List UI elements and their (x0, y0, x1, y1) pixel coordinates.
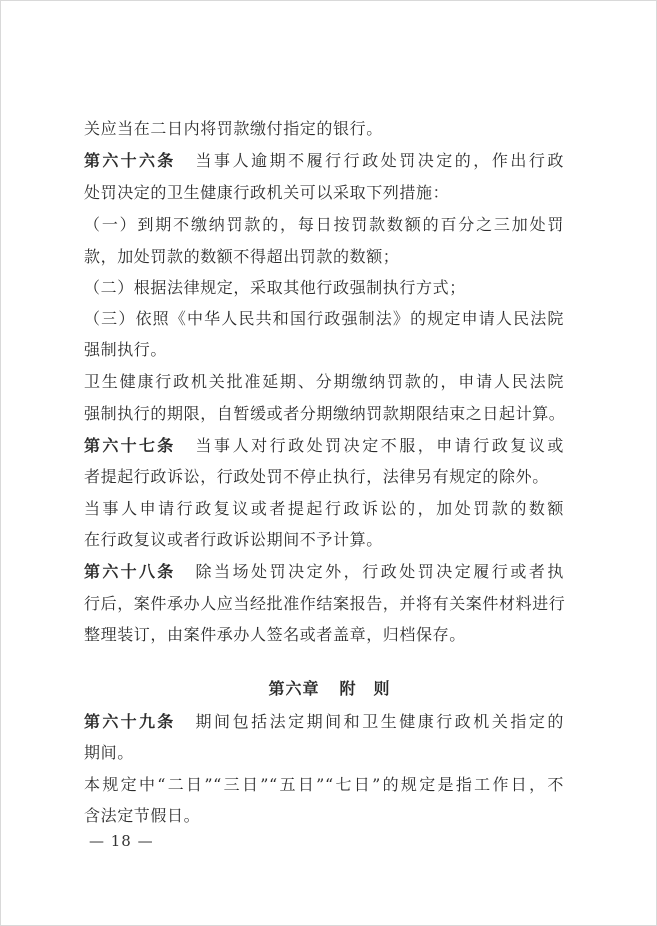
article-66-heading: 第六十六条 (84, 151, 176, 170)
paragraph-line: 卫生健康行政机关批准延期、分期缴纳罚款的，申请人民法院 (84, 372, 564, 391)
paragraph-line: 当事人申请行政复议或者提起行政诉讼的，加处罚款的数额 (84, 499, 564, 518)
paragraph-line: 本规定中“二日”“三日”“五日”“七日”的规定是指工作日，不 (84, 775, 564, 794)
chapter-number: 第六章 (268, 679, 320, 698)
paragraph-line: （三）依照《中华人民共和国行政强制法》的规定申请人民法院 (84, 309, 564, 328)
paragraph-line: （一）到期不缴纳罚款的，每日按罚款数额的百分之三加处罚 (84, 215, 564, 234)
article-67-text: 当事人对行政处罚决定不服，申请行政复议或 (193, 436, 564, 455)
paragraph-line: 强制执行。 (84, 340, 168, 359)
article-68-heading: 第六十八条 (84, 562, 176, 581)
article-66-line (1, 150, 564, 172)
paragraph-line: 期间。 (84, 743, 134, 762)
article-67-heading: 第六十七条 (84, 436, 176, 455)
paragraph-line: 款，加处罚款的数额不得超出罚款的数额； (84, 247, 400, 266)
article-68-line (1, 561, 564, 583)
article-67-line (1, 435, 564, 457)
paragraph-line: 关应当在二日内将罚款缴付指定的银行。 (84, 119, 383, 138)
paragraph-line: （二）根据法律规定，采取其他行政强制执行方式； (84, 278, 466, 297)
paragraph-line: 者提起行政诉讼，行政处罚不停止执行，法律另有规定的除外。 (84, 467, 549, 486)
page-number: — 18 — (89, 832, 154, 850)
paragraph-line: 行后，案件承办人应当经批准作结案报告，并将有关案件材料进行 (84, 594, 566, 613)
article-69-line (1, 711, 564, 733)
paragraph-line: 含法定节假日。 (84, 806, 201, 825)
article-68-text: 除当场处罚决定外，行政处罚决定履行或者执 (193, 562, 564, 581)
paragraph-line: 处罚决定的卫生健康行政机关可以采取下列措施： (84, 183, 450, 202)
chapter-title: 附 则 (339, 679, 391, 698)
paragraph-line: 整理装订，由案件承办人签名或者盖章，归档保存。 (84, 625, 466, 644)
paragraph-line: 强制执行的期限，自暂缓或者分期缴纳罚款期限结束之日起计算。 (84, 404, 566, 423)
chapter-heading (1, 678, 657, 700)
paragraph-line: 在行政复议或者行政诉讼期间不予计算。 (84, 530, 383, 549)
article-66-text: 当事人逾期不履行行政处罚决定的，作出行政 (193, 151, 564, 170)
article-69-text: 期间包括法定期间和卫生健康行政机关指定的 (193, 712, 564, 731)
article-69-heading: 第六十九条 (84, 712, 176, 731)
